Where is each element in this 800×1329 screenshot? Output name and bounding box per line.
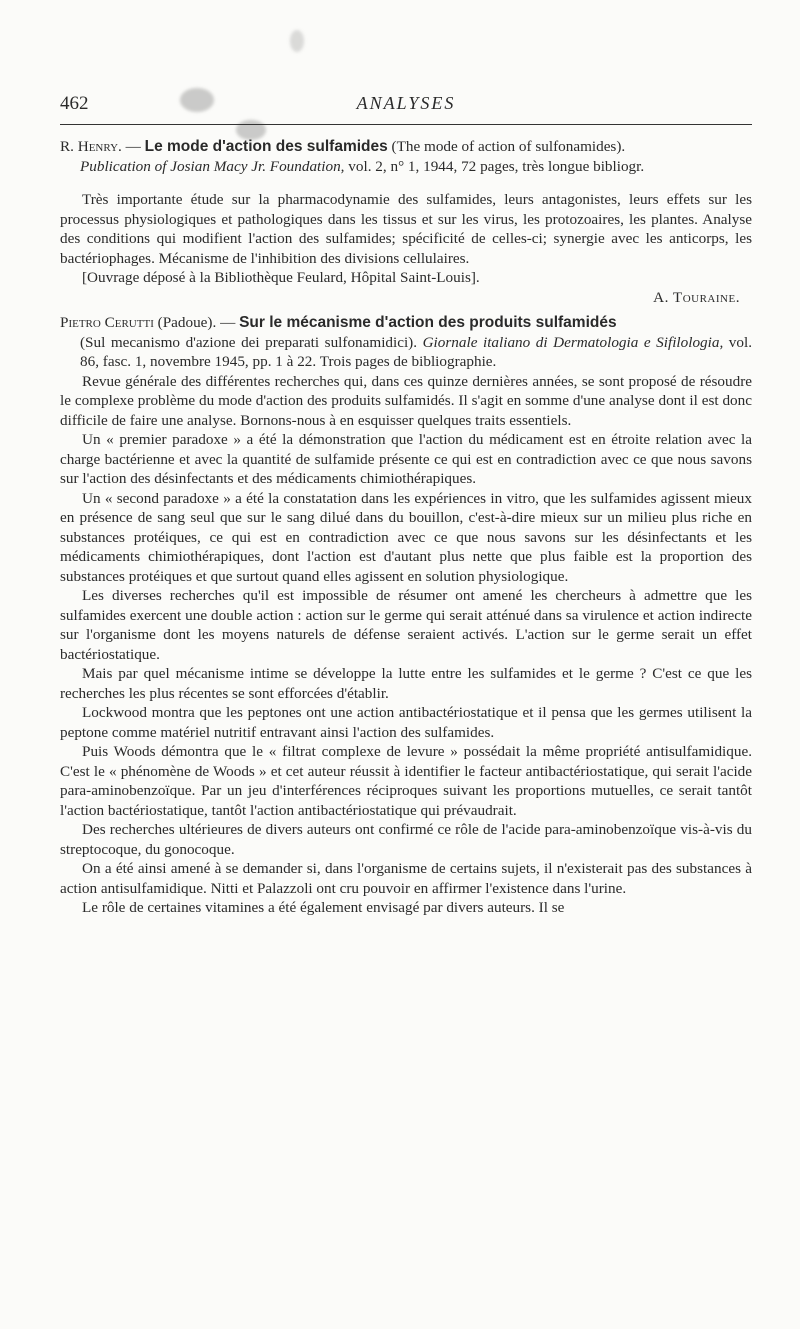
paragraph: Puis Woods démontra que le « filtrat complexe de levure » possédait la même propriété antisulfamidique. C'est le « phénomène de Woods » et cet auteur réussit à identifier le facteur antibactériostatique, qui serait l'acide para-aminobenzoïque. Par un jeu d'interférences réciproques suivant les proportions mutuelles, ce serait tantôt l'action bactériostatique, tantôt l'action antibactériostatique qui prévaudrait. — [60, 743, 752, 819]
running-title: ANALYSES — [356, 93, 456, 113]
entry-title: Le mode d'action des sulfamides — [144, 138, 388, 155]
paragraph: Des recherches ultérieures de divers auteurs ont confirmé ce rôle de l'acide para-aminobenzoïque vis-à-vis du streptocoque, du gonocoque. — [60, 821, 752, 858]
entry-ref-translation: (The mode of action of sulfonamides). — [391, 138, 626, 155]
entry-heading: R. Henry. — Le mode d'action des sulfamides (The mode of action of sulfonamides). — [60, 138, 626, 155]
entry-heading: Pietro Cerutti (Padoue). — Sur le mécanisme d'action des produits sulfamidés — [60, 314, 617, 331]
paragraph: Revue générale des différentes recherches qui, dans ces quinze dernières années, se sont proposé de résoudre le complexe problème du mode d'action des produits sulfamidés. Il s'agit en somme d'une analyse dont il est donc difficile de faire une analyse. Bornons-nous à en esquisser quelques traits essentiels. — [60, 372, 752, 429]
entry-reference — [60, 157, 752, 177]
entry-author: R. Henry. — [60, 138, 122, 155]
page-header — [60, 93, 752, 123]
entry-ref-translation: (Sul mecanismo d'azione dei preparati sulfonamidici). — [80, 333, 418, 351]
header-rule — [60, 124, 752, 125]
entry-ref-journal: Publication of Josian Macy Jr. Foundation, — [80, 157, 345, 175]
review-entry-cerutti — [60, 313, 752, 918]
paragraph: [Ouvrage déposé à la Bibliothèque Feulard, Hôpital Saint-Louis]. — [82, 269, 480, 286]
entry-author: Pietro Cerutti — [60, 314, 154, 331]
page-content — [60, 137, 752, 918]
entry-author-place: (Padoue). — [157, 314, 217, 331]
entry-ref-details: vol. 2, n° 1, 1944, 72 pages, très longue bibliogr. — [348, 157, 645, 175]
reviewer-signature: A. Touraine. — [653, 288, 740, 306]
paragraph: Lockwood montra que les peptones ont une action antibactériostatique et il pensa que les germes utilisent la peptone comme matériel nutritif entravant ainsi l'action des sulfamides. — [60, 704, 752, 741]
entry-ref-journal: Giornale italiano di Dermatologia e Sifilologia, — [422, 333, 724, 351]
paragraph: On a été ainsi amené à se demander si, dans l'organisme de certains sujets, il n'existerait pas des substances à action antisulfamidique. Nitti et Palazzoli ont cru pouvoir en affirmer l'existence dans l'urine. — [60, 860, 752, 897]
entry-title: Sur le mécanisme d'action des produits sulfamidés — [239, 314, 617, 331]
paragraph: Un « second paradoxe » a été la constatation dans les expériences in vitro, que les sulfamides agissent mieux en présence de sang seul que sur le sang dilué dans du bouillon, c'est-à-dire mieux sur un milieu plus riche en substances protéiques, ce qui est en contradiction avec ce que nous savons sur les désinfectants et les médicaments chimiothérapiques, dont l'action est d'autant plus nette que plus faible est la proportion des substances protéiques et que surtout quand elles agissent en solution physiologique. — [60, 489, 752, 585]
paragraph: Les diverses recherches qu'il est impossible de résumer ont amené les chercheurs à admettre que les sulfamides exercent une double action : action sur le germe qui serait atténué dans sa virulence et action indirecte sur l'organisme dont les moyens naturels de défense seraient activés. L'action sur le germe serait un effet bactériostatique. — [60, 587, 752, 663]
entry-reference — [60, 333, 752, 372]
entry-ref-details: vol. 86, fasc. 1, novembre 1945, pp. 1 à 22. Trois pages de bibliographie. — [80, 333, 753, 370]
review-entry-henry — [60, 137, 752, 307]
paragraph: Mais par quel mécanisme intime se développe la lutte entre les sulfamides et le germe ? C'est ce que les recherches les plus récentes se sont efforcées d'établir. — [60, 665, 752, 702]
page-number: 462 — [60, 93, 89, 114]
paragraph: Un « premier paradoxe » a été la démonstration que l'action du médicament est en étroite relation avec la charge bactérienne et avec la quantité de sulfamide présente ce qui est en contradiction avec ce que nous savons sur l'action des désinfectants et des médicaments chimiothérapiques. — [60, 431, 752, 487]
paragraph: Le rôle de certaines vitamines a été également envisagé par divers auteurs. Il se — [82, 899, 565, 916]
ink-smudge — [290, 30, 304, 52]
paragraph: Très importante étude sur la pharmacodynamie des sulfamides, leurs antagonistes, leurs effets sur les processus physiologiques et pathologiques dans les tissus et sur les virus, les protozoaires, les plantes. Analyse des conditions qui modifient l'action des sulfamides; spécificité de celles-ci; synergie avec les anticorps, les bactériophages. Mécanisme de l'inhibition des divisions cellulaires. — [60, 191, 752, 267]
